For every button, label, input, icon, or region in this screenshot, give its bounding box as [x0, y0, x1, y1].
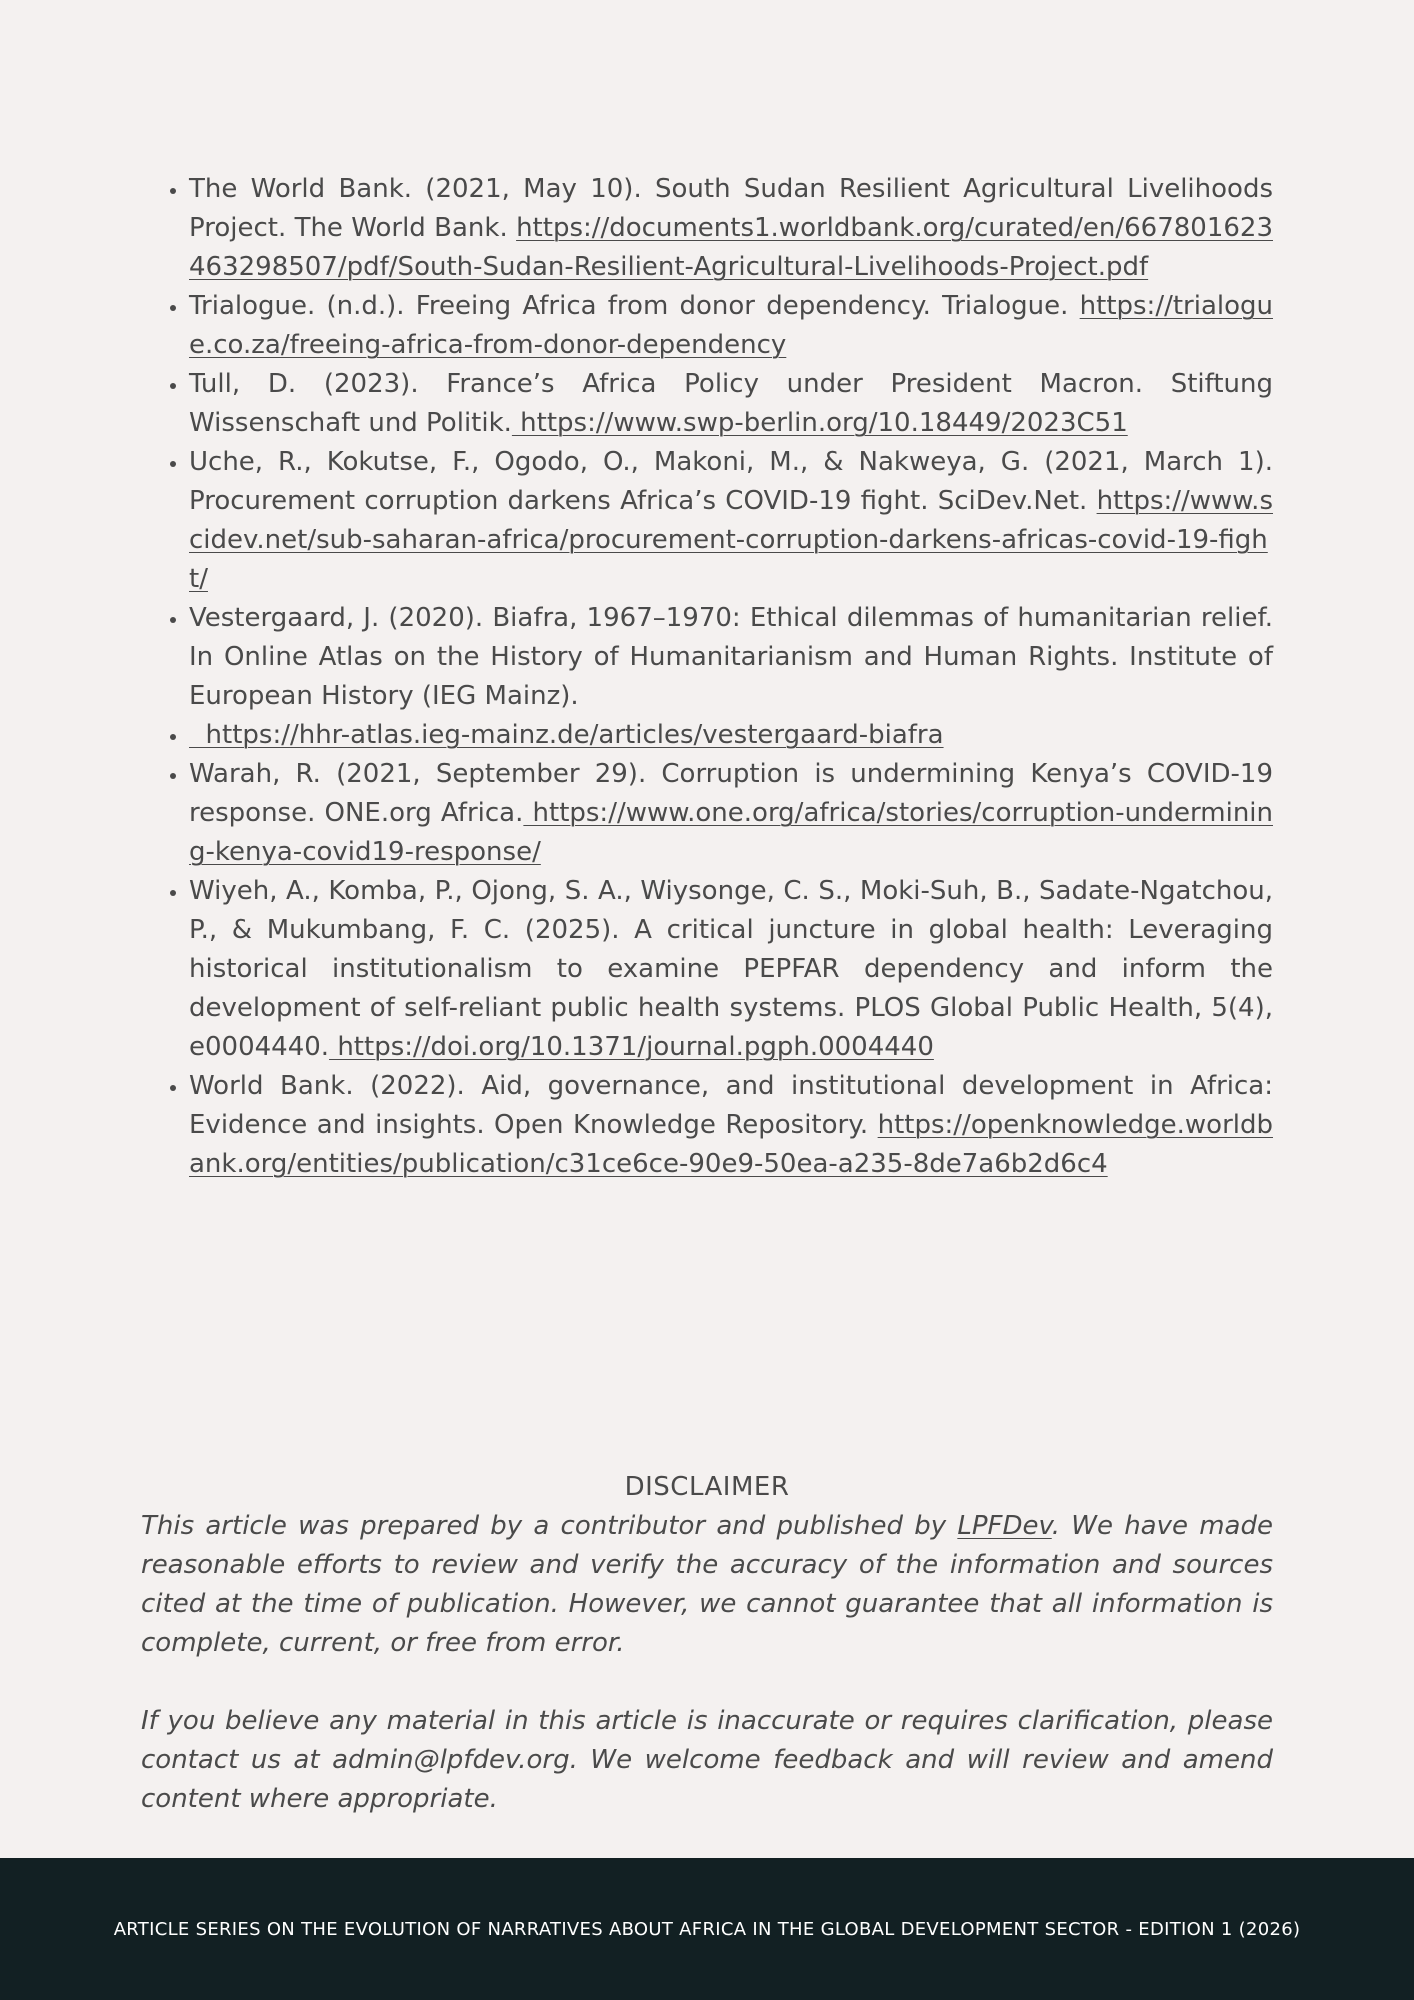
disclaimer-text: . We have made reasonable efforts to review and verify the accuracy of the information and sources cited at the time of publication. However, we cannot guarantee that all information is complete, current, or free from error. — [141, 1511, 1273, 1658]
reference-item — [189, 755, 1273, 872]
reference-item — [189, 287, 1273, 365]
disclaimer-paragraph-1 — [141, 1507, 1273, 1663]
reference-link[interactable]: https://trialogue.co.za/freeing-africa-from-donor-dependency — [189, 291, 1273, 360]
reference-item — [189, 365, 1273, 443]
reference-link[interactable]: https://documents1.worldbank.org/curated/en/667801623463298507/pdf/South-Sudan-Resilient-Agricultural-Livelihoods-Project.pdf — [189, 213, 1273, 282]
reference-link[interactable]: https://openknowledge.worldbank.org/entities/publication/c31ce6ce-90e9-50ea-a235-8de7a6b2d6c4 — [189, 1110, 1273, 1179]
reference-link[interactable]: https://doi.org/10.1371/journal.pgph.0004440 — [329, 1032, 934, 1062]
reference-link[interactable]: https://www.one.org/africa/stories/corruption-undermining-kenya-covid19-response/ — [189, 798, 1273, 867]
reference-text: Trialogue. (n.d.). Freeing Africa from donor dependency. Trialogue. — [189, 291, 1080, 321]
reference-text: Vestergaard, J. (2020). Biafra, 1967–1970: Ethical dilemmas of humanitarian relief. In Online Atlas on the History of Humanitarianism and Human Rights. Institute of European History (IEG Mainz). — [189, 603, 1273, 711]
footer-text: ARTICLE SERIES ON THE EVOLUTION OF NARRATIVES ABOUT AFRICA IN THE GLOBAL DEVELOPMENT SECTOR - EDITION 1 (2026) — [113, 1918, 1301, 1940]
reference-text: Warah, R. (2021, September 29). Corruption is undermining Kenya’s COVID-19 response. ONE.org Africa. — [189, 759, 1273, 828]
reference-item — [189, 716, 1273, 755]
reference-link[interactable]: https://www.swp-berlin.org/10.18449/2023C51 — [511, 408, 1128, 438]
publisher-link[interactable]: LPFDev — [957, 1511, 1052, 1541]
reference-text: Wiyeh, A., Komba, P., Ojong, S. A., Wiysonge, C. S., Moki-Suh, B., Sadate-Ngatchou, P., & Mukumbang, F. C. (2025). A critical juncture in global health: Leveraging historical institutionalism to examine PEPFAR dependency and inform the development of self-reliant public health systems. PLOS Global Public Health, 5(4), e0004440. — [189, 876, 1273, 1062]
reference-text: Uche, R., Kokutse, F., Ogodo, O., Makoni, M., & Nakweya, G. (2021, March 1). Procurement corruption darkens Africa’s COVID-19 fight. SciDev.Net. — [189, 447, 1273, 516]
disclaimer-section — [141, 1468, 1273, 1819]
reference-item — [189, 872, 1273, 1067]
disclaimer-title: DISCLAIMER — [624, 1472, 790, 1502]
reference-link[interactable]: https://hhr-atlas.ieg-mainz.de/articles/vestergaard-biafra — [189, 720, 944, 750]
reference-item — [189, 599, 1273, 716]
reference-text: World Bank. (2022). Aid, governance, and institutional development in Africa: Evidence and insights. Open Knowledge Repository. — [189, 1071, 1273, 1140]
disclaimer-text: This article was prepared by a contributor and published by — [141, 1511, 958, 1541]
reference-item — [189, 443, 1273, 599]
reference-link[interactable]: https://www.scidev.net/sub-saharan-africa/procurement-corruption-darkens-africas-covid-19-fight/ — [189, 486, 1273, 594]
disclaimer-paragraph-2: If you believe any material in this article is inaccurate or requires clarification, please contact us at admin@lpfdev.org. We welcome feedback and will review and amend content where appropriate. — [141, 1706, 1273, 1814]
reference-text: The World Bank. (2021, May 10). South Sudan Resilient Agricultural Livelihoods Project. The World Bank. — [189, 174, 1273, 243]
reference-text: Tull, D. (2023). France’s Africa Policy under President Macron. Stiftung Wissenschaft und Politik. — [189, 369, 1273, 438]
reference-item — [189, 170, 1273, 287]
references-list — [141, 170, 1273, 1184]
reference-item — [189, 1067, 1273, 1184]
footer-bar — [0, 1858, 1414, 2000]
